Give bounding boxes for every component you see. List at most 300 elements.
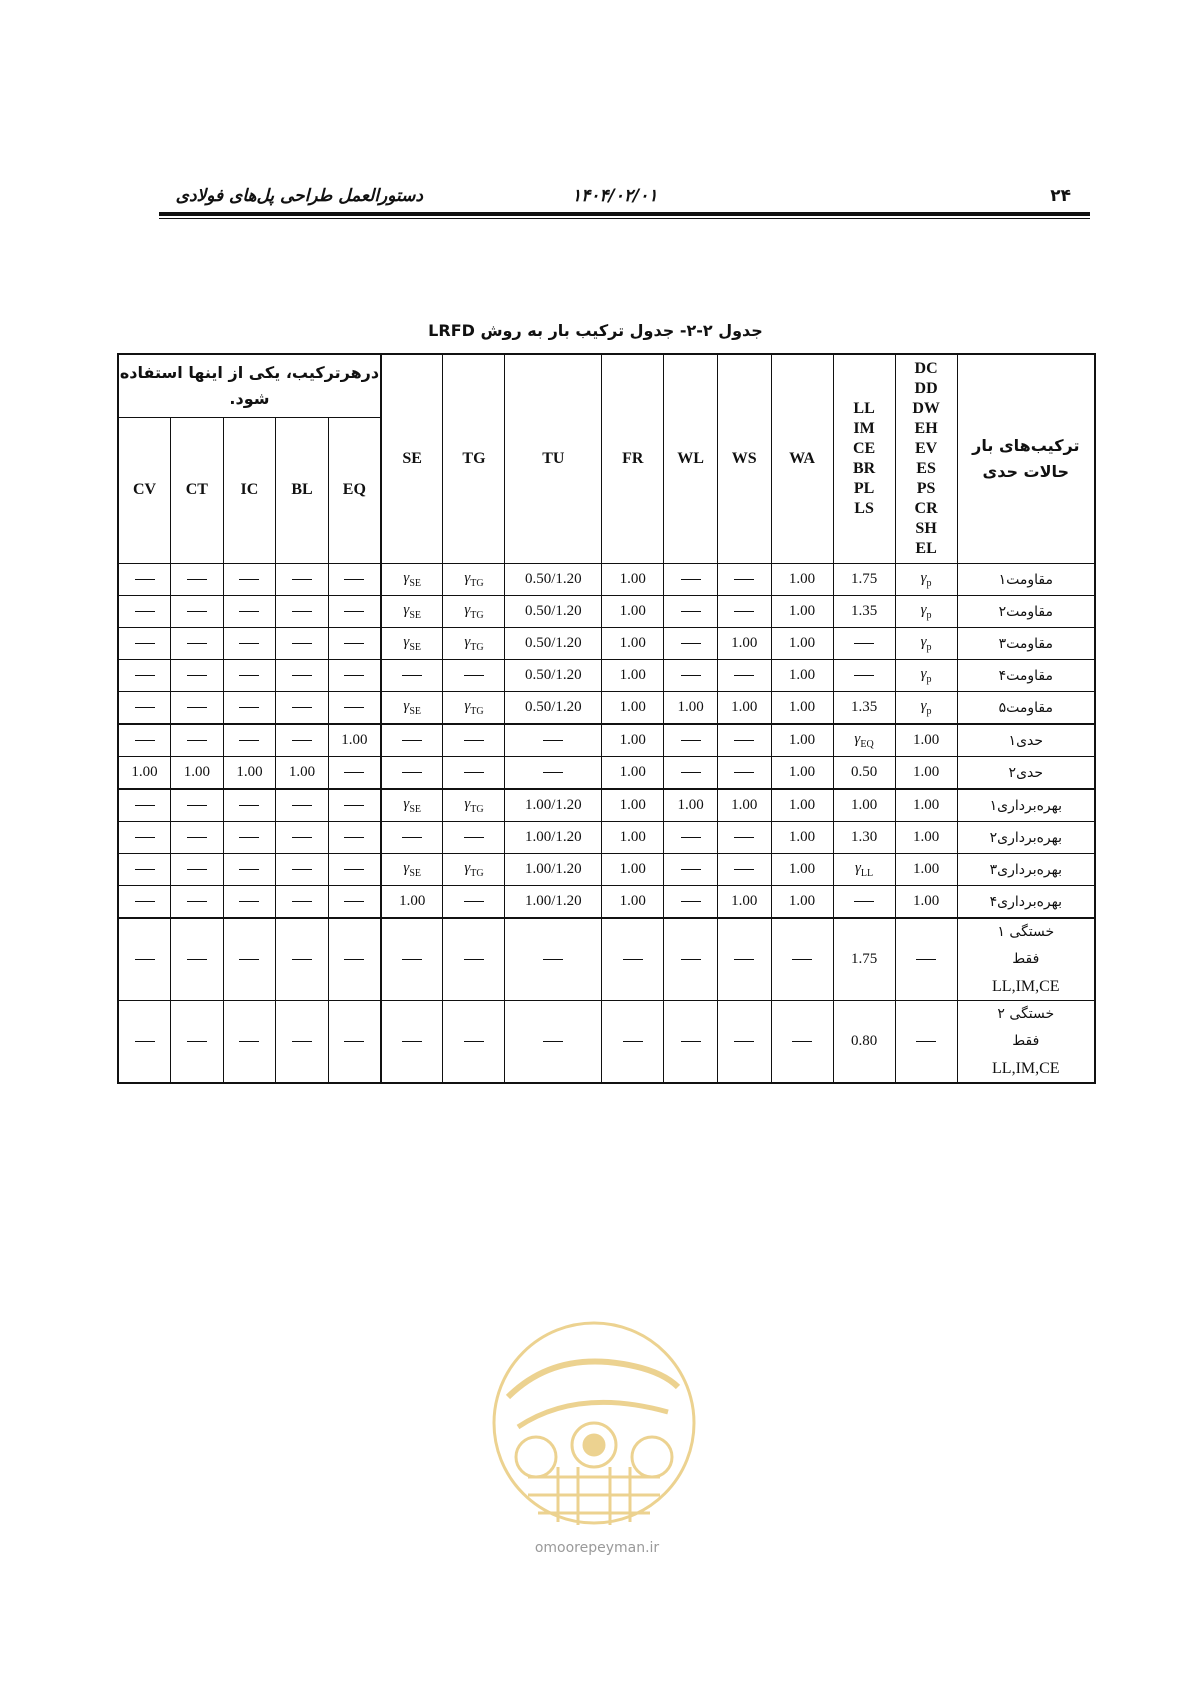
dash-mark xyxy=(344,611,364,612)
cell-tg xyxy=(443,564,505,596)
dash-mark xyxy=(681,579,701,580)
dash-mark xyxy=(734,1041,754,1042)
cell-bl xyxy=(276,724,329,757)
dash-mark xyxy=(292,579,312,580)
dash-mark xyxy=(402,959,422,960)
gamma-factor: $\gamma_{TG}$ xyxy=(464,796,484,815)
cell-tg xyxy=(443,660,505,692)
table-row xyxy=(118,918,1095,1001)
dash-mark xyxy=(239,1041,259,1042)
dash-mark xyxy=(344,675,364,676)
dash-mark xyxy=(681,959,701,960)
col-header-live xyxy=(833,354,895,564)
cell-se xyxy=(381,822,443,854)
cell-eq: 1.00 xyxy=(328,724,381,757)
cell-eq xyxy=(328,596,381,628)
cell-ct xyxy=(171,886,224,919)
cell-se xyxy=(381,660,443,692)
row-label: حدی۲ xyxy=(957,757,1095,790)
col-header-eq: EQ xyxy=(328,417,381,563)
table-row xyxy=(118,660,1095,692)
live-load-code: LL xyxy=(853,400,875,417)
dash-mark xyxy=(402,1041,422,1042)
cell-dc: 1.00 xyxy=(895,789,957,822)
col-header-tu: TU xyxy=(505,354,602,564)
cell-ll xyxy=(833,628,895,660)
cell-se xyxy=(381,854,443,886)
watermark-emblem xyxy=(494,1323,694,1525)
cell-wa: 1.00 xyxy=(771,692,833,725)
gamma-factor: $\gamma_{SE}$ xyxy=(403,860,421,879)
dash-mark xyxy=(792,959,812,960)
cell-ic xyxy=(223,564,276,596)
cell-ws xyxy=(717,822,771,854)
dash-mark xyxy=(239,675,259,676)
row-label-line: خستگی ۱ xyxy=(997,924,1055,940)
dead-load-code: EH xyxy=(914,420,938,437)
dash-mark xyxy=(344,901,364,902)
dash-mark xyxy=(464,901,484,902)
cell-tu: 0.50/1.20 xyxy=(505,628,602,660)
dash-mark xyxy=(292,959,312,960)
cell-fr: 1.00 xyxy=(602,564,664,596)
cell-cv xyxy=(118,564,171,596)
dash-mark xyxy=(135,707,155,708)
dash-mark xyxy=(239,707,259,708)
dash-mark xyxy=(239,579,259,580)
table-row xyxy=(118,628,1095,660)
header-rule xyxy=(159,212,1090,216)
dash-mark xyxy=(464,740,484,741)
dash-mark xyxy=(135,901,155,902)
cell-wa: 1.00 xyxy=(771,789,833,822)
load-combination-table xyxy=(117,353,1096,1084)
cell-dc: 1.00 xyxy=(895,757,957,790)
cell-se xyxy=(381,724,443,757)
dash-mark xyxy=(187,643,207,644)
dash-mark xyxy=(239,837,259,838)
dash-mark xyxy=(734,675,754,676)
row-label: بهره‌برداری۲ xyxy=(957,822,1095,854)
cell-ic: 1.00 xyxy=(223,757,276,790)
cell-se: 1.00 xyxy=(381,886,443,919)
cell-ll: 1.00 xyxy=(833,789,895,822)
cell-tu xyxy=(505,1001,602,1084)
cell-wl xyxy=(664,918,718,1001)
cell-ic xyxy=(223,854,276,886)
dash-mark xyxy=(135,805,155,806)
cell-bl xyxy=(276,1001,329,1084)
cell-cv xyxy=(118,628,171,660)
cell-ic xyxy=(223,724,276,757)
dash-mark xyxy=(187,740,207,741)
gamma-factor: $\gamma_{EQ}$ xyxy=(854,731,874,750)
dead-load-code: EV xyxy=(914,440,938,457)
dash-mark xyxy=(681,869,701,870)
dash-mark xyxy=(135,1041,155,1042)
cell-tg xyxy=(443,822,505,854)
cell-ws xyxy=(717,1001,771,1084)
cell-dc: 1.00 xyxy=(895,886,957,919)
col-header-combination: ترکیب‌های بار حالات حدی xyxy=(957,354,1095,564)
gamma-factor: $\gamma_p$ xyxy=(920,570,932,589)
dash-mark xyxy=(681,837,701,838)
cell-eq xyxy=(328,564,381,596)
col-header-dead xyxy=(895,354,957,564)
cell-tg xyxy=(443,789,505,822)
dash-mark xyxy=(402,740,422,741)
cell-dc: 1.00 xyxy=(895,854,957,886)
cell-bl xyxy=(276,918,329,1001)
dash-mark xyxy=(187,1041,207,1042)
cell-fr: 1.00 xyxy=(602,757,664,790)
dead-load-code: CR xyxy=(914,500,938,517)
dash-mark xyxy=(239,805,259,806)
cell-tu: 1.00/1.20 xyxy=(505,822,602,854)
cell-fr: 1.00 xyxy=(602,886,664,919)
cell-ws xyxy=(717,918,771,1001)
cell-dc xyxy=(895,692,957,725)
dash-mark xyxy=(681,740,701,741)
cell-wl xyxy=(664,822,718,854)
dash-mark xyxy=(135,740,155,741)
cell-cv xyxy=(118,1001,171,1084)
table-row xyxy=(118,692,1095,725)
cell-cv xyxy=(118,789,171,822)
dash-mark xyxy=(344,805,364,806)
cell-se xyxy=(381,564,443,596)
cell-bl xyxy=(276,789,329,822)
gamma-factor: $\gamma_{TG}$ xyxy=(464,602,484,621)
cell-bl xyxy=(276,822,329,854)
dash-mark xyxy=(681,772,701,773)
cell-ll: 0.80 xyxy=(833,1001,895,1084)
cell-bl xyxy=(276,854,329,886)
dead-load-code: EL xyxy=(915,540,937,557)
cell-cv xyxy=(118,596,171,628)
col-header-ct: CT xyxy=(171,417,224,563)
col-header-fr: FR xyxy=(602,354,664,564)
cell-ll xyxy=(833,854,895,886)
dash-mark xyxy=(734,772,754,773)
dash-mark xyxy=(292,805,312,806)
cell-wa xyxy=(771,1001,833,1084)
live-load-code: CE xyxy=(852,440,876,457)
cell-dc: 1.00 xyxy=(895,822,957,854)
document-title: دستورالعمل طراحی پل‌های فولادی xyxy=(175,186,423,206)
dash-mark xyxy=(734,959,754,960)
cell-bl xyxy=(276,596,329,628)
dash-mark xyxy=(292,837,312,838)
dash-mark xyxy=(543,772,563,773)
cell-ws: 1.00 xyxy=(717,628,771,660)
cell-eq xyxy=(328,854,381,886)
cell-fr xyxy=(602,918,664,1001)
cell-wl xyxy=(664,628,718,660)
dash-mark xyxy=(344,1041,364,1042)
cell-wl: 1.00 xyxy=(664,692,718,725)
dash-mark xyxy=(239,643,259,644)
cell-wa: 1.00 xyxy=(771,886,833,919)
cell-cv xyxy=(118,660,171,692)
cell-dc xyxy=(895,660,957,692)
dash-mark xyxy=(187,675,207,676)
cell-ws xyxy=(717,596,771,628)
cell-ct xyxy=(171,724,224,757)
table-row xyxy=(118,596,1095,628)
page-number: ۲۴ xyxy=(1050,186,1071,206)
dash-mark xyxy=(543,959,563,960)
dead-load-code: DW xyxy=(912,400,940,417)
cell-ws: 1.00 xyxy=(717,692,771,725)
dash-mark xyxy=(464,1041,484,1042)
cell-ic xyxy=(223,886,276,919)
row-label xyxy=(957,1001,1095,1084)
cell-tu: 1.00/1.20 xyxy=(505,789,602,822)
col-header-wa: WA xyxy=(771,354,833,564)
dash-mark xyxy=(292,707,312,708)
cell-tg xyxy=(443,757,505,790)
dash-mark xyxy=(344,837,364,838)
dash-mark xyxy=(135,675,155,676)
dash-mark xyxy=(187,959,207,960)
cell-se xyxy=(381,918,443,1001)
dash-mark xyxy=(187,707,207,708)
dash-mark xyxy=(187,901,207,902)
dash-mark xyxy=(135,579,155,580)
cell-tg xyxy=(443,628,505,660)
cell-fr xyxy=(602,1001,664,1084)
table-caption: جدول ۲-۲- جدول ترکیب بار به روش LRFD xyxy=(428,321,763,340)
dash-mark xyxy=(135,959,155,960)
gamma-factor: $\gamma_p$ xyxy=(920,698,932,717)
cell-tg xyxy=(443,596,505,628)
gamma-factor: $\gamma_{TG}$ xyxy=(464,570,484,589)
row-label: مقاومت۳ xyxy=(957,628,1095,660)
dash-mark xyxy=(681,675,701,676)
cell-tg xyxy=(443,692,505,725)
dash-mark xyxy=(292,901,312,902)
col-header-se: SE xyxy=(381,354,443,564)
dash-mark xyxy=(187,837,207,838)
live-load-code: IM xyxy=(853,420,875,437)
cell-eq xyxy=(328,918,381,1001)
row-label: حدی۱ xyxy=(957,724,1095,757)
dash-mark xyxy=(916,1041,936,1042)
cell-tu: 0.50/1.20 xyxy=(505,692,602,725)
table-row xyxy=(118,1001,1095,1084)
cell-bl xyxy=(276,564,329,596)
cell-fr: 1.00 xyxy=(602,724,664,757)
row-label: مقاومت۴ xyxy=(957,660,1095,692)
cell-wl: 1.00 xyxy=(664,789,718,822)
live-load-code: BR xyxy=(852,460,876,477)
dash-mark xyxy=(239,611,259,612)
col-header-cv: CV xyxy=(118,417,171,563)
cell-ic xyxy=(223,692,276,725)
dash-mark xyxy=(292,1041,312,1042)
dash-mark xyxy=(187,869,207,870)
dash-mark xyxy=(135,611,155,612)
row-label: بهره‌برداری۴ xyxy=(957,886,1095,919)
row-label: مقاومت۵ xyxy=(957,692,1095,725)
gamma-factor: $\gamma_{SE}$ xyxy=(403,634,421,653)
gamma-factor: $\gamma_{TG}$ xyxy=(464,860,484,879)
cell-ic xyxy=(223,660,276,692)
cell-ct xyxy=(171,918,224,1001)
dead-load-code: ES xyxy=(916,460,936,477)
col-header-bl: BL xyxy=(276,417,329,563)
dead-load-code: DC xyxy=(914,360,938,377)
dash-mark xyxy=(734,740,754,741)
cell-tg xyxy=(443,918,505,1001)
row-label-line: فقط xyxy=(1012,951,1040,967)
row-label xyxy=(957,918,1095,1001)
cell-ct xyxy=(171,692,224,725)
table-row xyxy=(118,789,1095,822)
dash-mark xyxy=(292,675,312,676)
table-row xyxy=(118,757,1095,790)
cell-cv xyxy=(118,724,171,757)
table-row xyxy=(118,822,1095,854)
cell-fr: 1.00 xyxy=(602,822,664,854)
cell-tu xyxy=(505,724,602,757)
cell-tu: 0.50/1.20 xyxy=(505,660,602,692)
dash-mark xyxy=(681,1041,701,1042)
dash-mark xyxy=(464,837,484,838)
cell-tg xyxy=(443,886,505,919)
cell-fr: 1.00 xyxy=(602,692,664,725)
row-label-line: فقط xyxy=(1012,1033,1040,1049)
cell-ws xyxy=(717,564,771,596)
dash-mark xyxy=(344,643,364,644)
gamma-factor: $\gamma_{LL}$ xyxy=(854,860,874,879)
col-header-wl: WL xyxy=(664,354,718,564)
dash-mark xyxy=(734,611,754,612)
cell-wa: 1.00 xyxy=(771,822,833,854)
col-header-ic: IC xyxy=(223,417,276,563)
cell-tu: 1.00/1.20 xyxy=(505,886,602,919)
dead-load-code: DD xyxy=(914,380,938,397)
cell-wa: 1.00 xyxy=(771,596,833,628)
dash-mark xyxy=(854,643,874,644)
cell-wa: 1.00 xyxy=(771,564,833,596)
cell-ll xyxy=(833,886,895,919)
dash-mark xyxy=(292,869,312,870)
dash-mark xyxy=(623,959,643,960)
cell-ct xyxy=(171,854,224,886)
dash-mark xyxy=(135,837,155,838)
row-label: بهره‌برداری۳ xyxy=(957,854,1095,886)
dash-mark xyxy=(344,959,364,960)
row-label: بهره‌برداری۱ xyxy=(957,789,1095,822)
dash-mark xyxy=(402,772,422,773)
cell-ll: 1.30 xyxy=(833,822,895,854)
table-body xyxy=(118,564,1095,1084)
dash-mark xyxy=(239,959,259,960)
gamma-factor: $\gamma_p$ xyxy=(920,666,932,685)
live-load-code: PL xyxy=(853,480,875,497)
cell-bl xyxy=(276,692,329,725)
cell-tg xyxy=(443,724,505,757)
cell-fr: 1.00 xyxy=(602,854,664,886)
col-header-ws: WS xyxy=(717,354,771,564)
dash-mark xyxy=(734,579,754,580)
col-header-tg: TG xyxy=(443,354,505,564)
cell-cv xyxy=(118,918,171,1001)
cell-ct xyxy=(171,789,224,822)
dash-mark xyxy=(464,959,484,960)
gamma-factor: $\gamma_{TG}$ xyxy=(464,698,484,717)
cell-ws xyxy=(717,660,771,692)
row-label-line: LL,IM,CE xyxy=(992,978,1060,995)
cell-ll xyxy=(833,724,895,757)
dash-mark xyxy=(292,643,312,644)
cell-eq xyxy=(328,757,381,790)
cell-wl xyxy=(664,1001,718,1084)
gamma-factor: $\gamma_{TG}$ xyxy=(464,634,484,653)
dash-mark xyxy=(464,675,484,676)
row-label: مقاومت۱ xyxy=(957,564,1095,596)
cell-bl xyxy=(276,628,329,660)
dash-mark xyxy=(292,740,312,741)
cell-wl xyxy=(664,660,718,692)
cell-tu xyxy=(505,757,602,790)
cell-fr: 1.00 xyxy=(602,596,664,628)
cell-ct xyxy=(171,1001,224,1084)
dash-mark xyxy=(187,805,207,806)
header-rule-thin xyxy=(159,218,1090,219)
cell-tu: 0.50/1.20 xyxy=(505,596,602,628)
gamma-factor: $\gamma_{SE}$ xyxy=(403,570,421,589)
cell-dc xyxy=(895,1001,957,1084)
cell-ll: 0.50 xyxy=(833,757,895,790)
use-one-header: درهرترکیب، یکی از اینها استفاده شود. xyxy=(118,354,381,417)
dash-mark xyxy=(344,579,364,580)
watermark-site: omoorepeyman.ir xyxy=(534,1540,660,1556)
cell-ll: 1.35 xyxy=(833,692,895,725)
cell-dc xyxy=(895,918,957,1001)
cell-ct xyxy=(171,628,224,660)
dash-mark xyxy=(187,611,207,612)
dash-mark xyxy=(135,869,155,870)
cell-ic xyxy=(223,1001,276,1084)
cell-dc: 1.00 xyxy=(895,724,957,757)
cell-ws xyxy=(717,854,771,886)
gamma-factor: $\gamma_p$ xyxy=(920,602,932,621)
cell-fr: 1.00 xyxy=(602,628,664,660)
cell-wa: 1.00 xyxy=(771,757,833,790)
cell-wa: 1.00 xyxy=(771,724,833,757)
cell-eq xyxy=(328,660,381,692)
gamma-factor: $\gamma_p$ xyxy=(920,634,932,653)
dash-mark xyxy=(543,1041,563,1042)
cell-se xyxy=(381,692,443,725)
document-date: ۱۴۰۴/۰۲/۰۱ xyxy=(572,186,658,206)
dash-mark xyxy=(543,740,563,741)
cell-tg xyxy=(443,854,505,886)
live-load-code: LS xyxy=(854,500,874,517)
cell-ct xyxy=(171,564,224,596)
dash-mark xyxy=(344,772,364,773)
cell-wa: 1.00 xyxy=(771,628,833,660)
dash-mark xyxy=(239,740,259,741)
dash-mark xyxy=(854,901,874,902)
dash-mark xyxy=(916,959,936,960)
gamma-factor: $\gamma_{SE}$ xyxy=(403,698,421,717)
dash-mark xyxy=(464,772,484,773)
dead-load-code: SH xyxy=(915,520,937,537)
